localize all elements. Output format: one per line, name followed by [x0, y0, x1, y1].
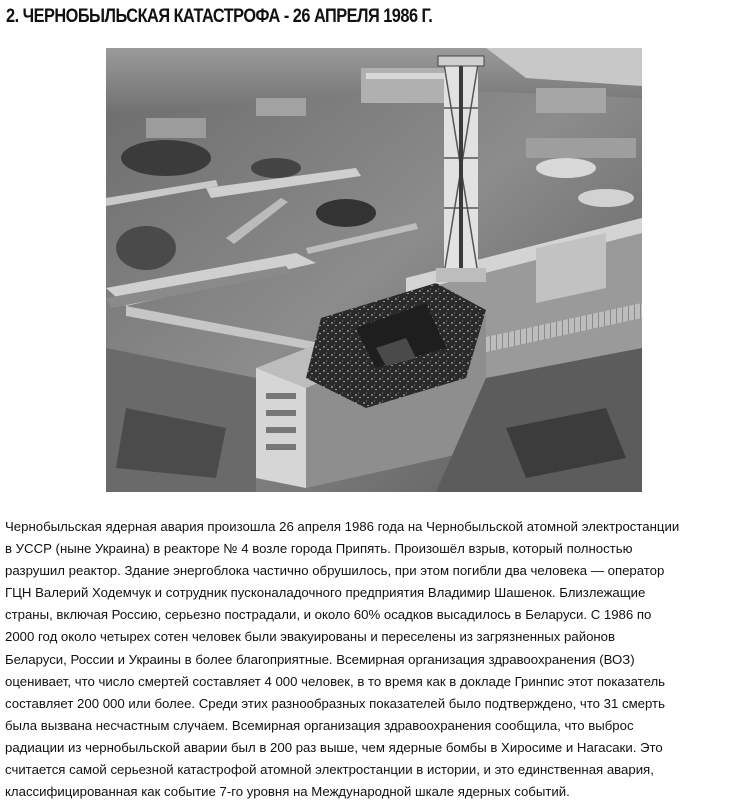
body-line: Чернобыльская ядерная авария произошла 26 апреля 1986 года на Чернобыльской атомной электростанции	[5, 519, 680, 534]
body-line: Беларуси, России и Украины в более благоприятные. Всемирная организация здравоохранения (ВОЗ)	[5, 651, 635, 667]
body-line: радиации из чернобыльской аварии был в 200 раз выше, чем ядерные бомбы в Хиросиме и Нагасаки. Это	[5, 739, 663, 755]
body-line: страны, включая Россию, серьезно пострадали, и около 60% осадков высадилось в Беларуси. С 1986 по	[5, 607, 652, 623]
body-line: 2000 год около четырех сотен человек были эвакуированы и переселены из загрязненных районов	[5, 629, 616, 645]
body-line: классифицированная как событие 7-го уровня на Международной шкале ядерных событий.	[5, 784, 570, 800]
body-line: разрушил реактор. Здание энергоблока частично обрушилось, при этом погибли два человека — оператор	[5, 563, 665, 579]
body-line: в УССР (ныне Украина) в реакторе № 4 возле города Припять. Произошёл взрыв, который полностью	[5, 541, 633, 557]
body-line: оценивает, что число смертей составляет 4 000 человек, в то время как в докладе Гринпис этот показатель	[5, 673, 666, 689]
article-body	[5, 516, 747, 803]
chernobyl-aerial-photo	[106, 48, 642, 492]
body-line: считается самой серьезной катастрофой атомной электростанции в истории, и это единственная авария,	[5, 762, 654, 778]
body-line: была вызвана несчастным случаем. Всемирная организация здравоохранения сообщила, что выброс	[5, 717, 634, 733]
article-title: 2. ЧЕРНОБЫЛЬСКАЯ КАТАСТРОФА - 26 АПРЕЛЯ 1986 Г.	[6, 6, 433, 27]
body-line: составляет 200 000 или более. Среди этих разнообразных показателей было подтверждено, что 31 смерть	[5, 695, 665, 711]
body-line: ГЦН Валерий Ходемчук и сотрудник пусконаладочного предприятия Владимир Шашенок. Близлежащие	[5, 585, 646, 601]
